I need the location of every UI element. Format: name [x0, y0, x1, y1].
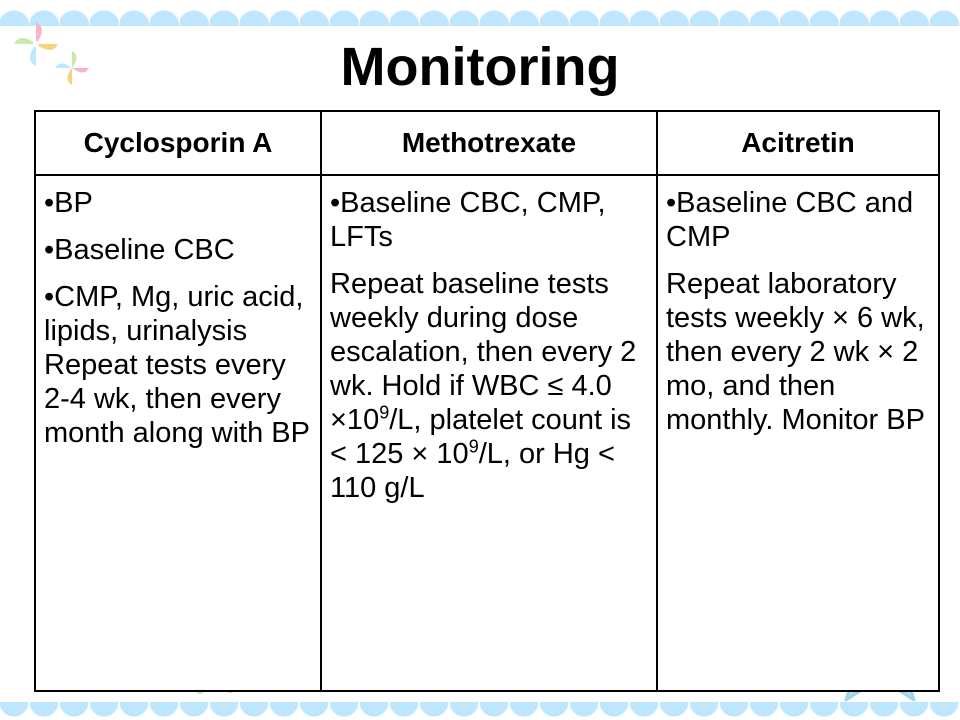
acitretin-line-repeat: Repeat laboratory tests weekly × 6 wk, then every 2 wk × 2 mo, and then monthly. Monitor BP	[666, 268, 925, 436]
monitoring-table	[34, 110, 940, 692]
methotrexate-exp-2: 9	[468, 436, 479, 457]
header-methotrexate: Methotrexate	[321, 111, 657, 175]
decorative-bottom-border	[0, 702, 960, 720]
methotrexate-text-2: /L, platelet count is < 125 × 10	[330, 404, 632, 470]
acitretin-line-baseline: •Baseline CBC and CMP	[666, 187, 914, 253]
decorative-top-border	[0, 0, 960, 26]
acitretin-cell	[657, 175, 939, 691]
methotrexate-text-1: Repeat baseline tests weekly during dose escalation, then every 2 wk. Hold if WBC ≤ 4.0 ×10	[330, 268, 637, 436]
methotrexate-line-repeat	[330, 267, 648, 505]
body-row	[35, 175, 939, 691]
cyclosporin-cell	[35, 175, 321, 691]
methotrexate-cell	[321, 175, 657, 691]
cyclosporin-line-tests: •CMP, Mg, uric acid, lipids, urinalysis Repeat tests every 2-4 wk, then every month along with BP	[44, 281, 310, 449]
methotrexate-line-baseline: •Baseline CBC, CMP, LFTs	[330, 187, 606, 253]
header-row	[35, 111, 939, 175]
methotrexate-text-3: /L, or Hg < 110 g/L	[330, 438, 615, 504]
methotrexate-exp-1: 9	[379, 402, 390, 423]
slide-title: Monitoring	[340, 37, 620, 97]
cyclosporin-line-bp: •BP	[44, 187, 93, 219]
cyclosporin-line-baseline: •Baseline CBC	[44, 234, 235, 266]
header-cyclosporin: Cyclosporin A	[35, 111, 321, 175]
header-acitretin: Acitretin	[657, 111, 939, 175]
